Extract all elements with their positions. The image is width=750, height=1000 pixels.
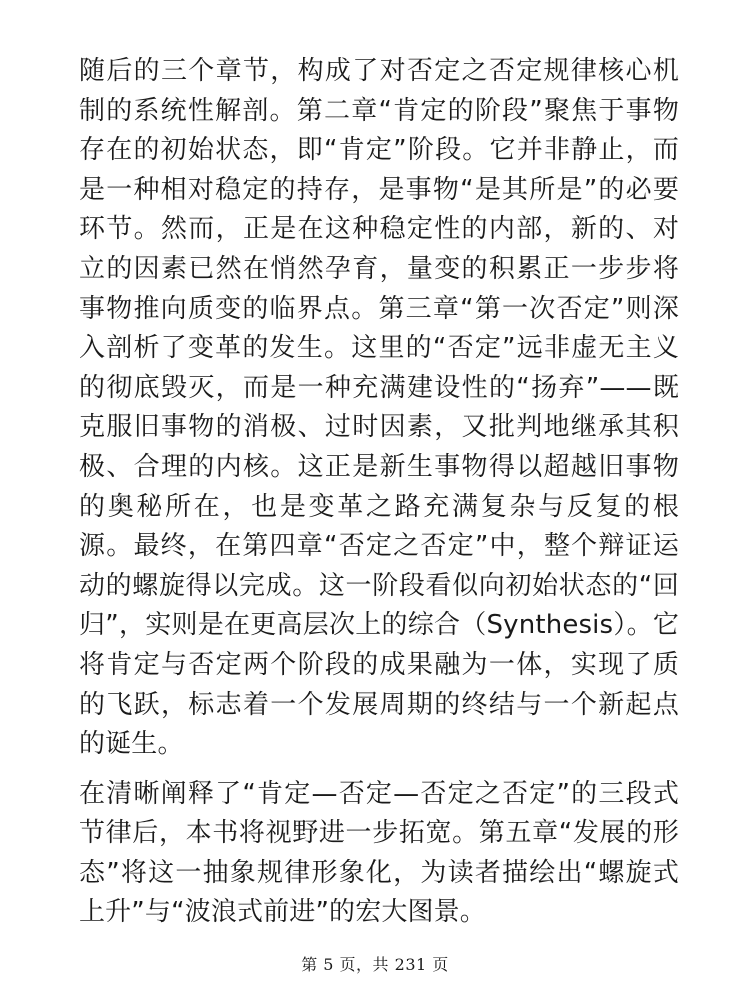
page-number-footer: 第 5 页，共 231 页 xyxy=(301,955,449,974)
body-paragraph-2: 在清晰阐释了“肯定—否定—否定之否定”的三段式节律后，本书将视野进一步拓宽。第五章“发展的形态”将这一抽象规律形象化，为读者描绘出“螺旋式上升”与“波浪式前进”的宏大图景。 xyxy=(79,778,679,928)
document-body xyxy=(79,52,679,933)
body-paragraph-1: 随后的三个章节，构成了对否定之否定规律核心机制的系统性解剖。第二章“肯定的阶段”聚焦于事物存在的初始状态，即“肯定”阶段。它并非静止，而是一种相对稳定的持存，是事物“是其所是”的必要环节。然而，正是在这种稳定性的内部，新的、对立的因素已然在悄然孕育，量变的积累正一步步将事物推向质变的临界点。第三章“第一次否定”则深入剖析了变革的发生。这里的“否定”远非虚无主义的彻底毁灭，而是一种充满建设性的“扬弃”——既克服旧事物的消极、过时因素，又批判地继承其积极、合理的内核。这正是新生事物得以超越旧事物的奥秘所在，也是变革之路充满复杂与反复的根源。最终，在第四章“否定之否定”中，整个辩证运动的螺旋得以完成。这一阶段看似向初始状态的“回归”，实则是在更高层次上的综合（Synthesis）。它将肯定与否定两个阶段的成果融为一体，实现了质的飞跃，标志着一个发展周期的终结与一个新起点的诞生。 xyxy=(79,56,679,760)
